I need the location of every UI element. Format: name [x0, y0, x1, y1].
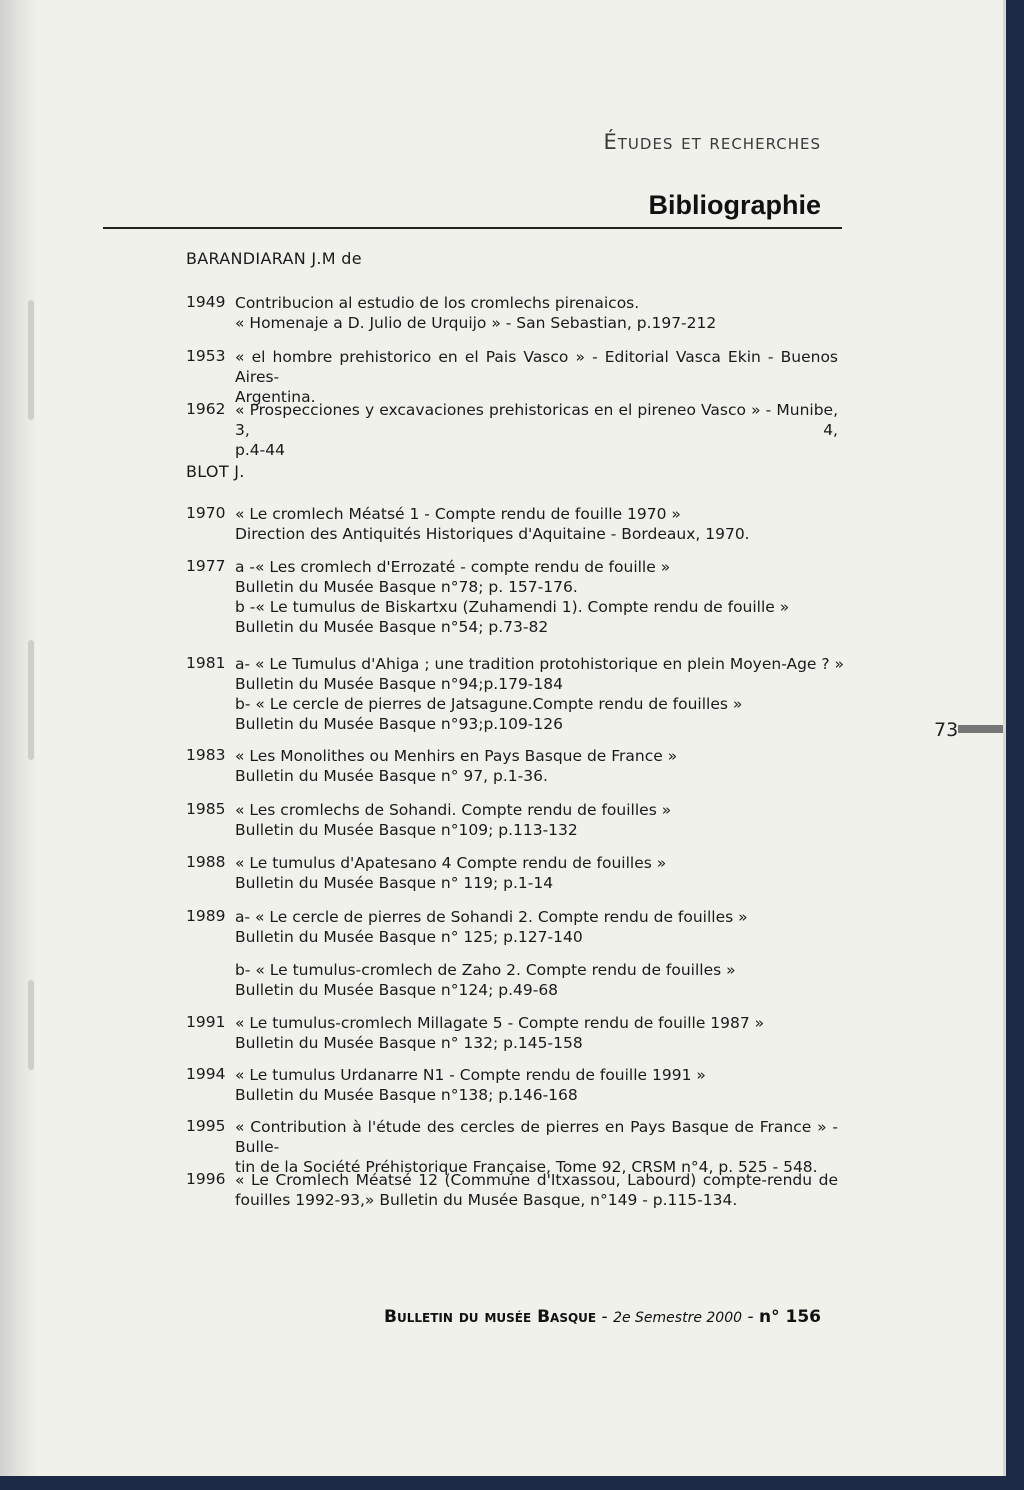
entry-year: 1988	[186, 853, 226, 871]
binding-stitch	[28, 980, 34, 1070]
author-heading: BARANDIARAN J.M de	[186, 249, 362, 268]
reference-line: Bulletin du Musée Basque n°124; p.49-68	[235, 981, 559, 999]
footer-issue: 2e Semestre 2000	[613, 1310, 743, 1326]
title-rule	[103, 227, 842, 229]
reference-line: Bulletin du Musée Basque n°93;p.109-126	[235, 715, 563, 733]
entry-year: 1983	[186, 746, 226, 764]
reference-line: Bulletin du Musée Basque n° 125; p.127-140	[235, 928, 583, 946]
reference-line: Contribucion al estudio de los cromlechs pirenaicos.	[235, 294, 640, 312]
footer-publication: Bulletin du musée Basque	[384, 1307, 597, 1327]
entry-reference	[235, 960, 838, 1000]
reference-line: « Le tumulus Urdanarre N1 - Compte rendu de fouille 1991 »	[235, 1066, 706, 1084]
entry-reference	[235, 1013, 838, 1053]
page-number: 73	[934, 719, 959, 741]
reference-line: « Les cromlechs de Sohandi. Compte rendu de fouilles »	[235, 801, 672, 819]
reference-line: Bulletin du Musée Basque n°138; p.146-168	[235, 1086, 578, 1104]
reference-line: « Le Cromlech Méatsé 12 (Commune d'Itxassou, Labourd) compte-rendu de	[235, 1171, 838, 1189]
entry-reference	[235, 907, 838, 947]
reference-line: Bulletin du Musée Basque n°109; p.113-132	[235, 821, 578, 839]
reference-line: b -« Le tumulus de Biskartxu (Zuhamendi 1). Compte rendu de fouille »	[235, 598, 790, 616]
reference-line: Bulletin du Musée Basque n°54; p.73-82	[235, 618, 549, 636]
reference-line: tin de la Société Préhistorique Française, Tome 92, CRSM n°4, p. 525 - 548.	[235, 1158, 818, 1176]
reference-line: « Les Monolithes ou Menhirs en Pays Basque de France »	[235, 747, 678, 765]
reference-line: Direction des Antiquités Historiques d'Aquitaine - Bordeaux, 1970.	[235, 525, 750, 543]
reference-line: Argentina.	[235, 388, 316, 406]
entry-year: 1981	[186, 654, 226, 672]
reference-line: « Contribution à l'étude des cercles de pierres en Pays Basque de France » - Bulle-	[235, 1118, 838, 1156]
entry-reference	[235, 800, 838, 840]
reference-line: « Le cromlech Méatsé 1 - Compte rendu de fouille 1970 »	[235, 505, 681, 523]
entry-reference	[235, 1065, 838, 1105]
footer-number: n° 156	[758, 1307, 821, 1327]
reference-line: Bulletin du Musée Basque n° 132; p.145-158	[235, 1034, 583, 1052]
entry-reference	[235, 746, 838, 786]
reference-line: a- « Le Tumulus d'Ahiga ; une tradition protohistorique en plein Moyen-Age ? »	[235, 655, 845, 673]
reference-line: p.4-44	[235, 441, 285, 459]
entry-year: 1989	[186, 907, 226, 925]
reference-line: b- « Le tumulus-cromlech de Zaho 2. Compte rendu de fouilles »	[235, 961, 736, 979]
entry-reference	[235, 557, 838, 637]
reference-line: Bulletin du Musée Basque n°94;p.179-184	[235, 675, 563, 693]
entry-year: 1994	[186, 1065, 226, 1083]
entry-year: 1991	[186, 1013, 226, 1031]
entry-reference	[235, 347, 838, 407]
reference-line: Bulletin du Musée Basque n° 119; p.1-14	[235, 874, 554, 892]
reference-line: « Homenaje a D. Julio de Urquijo » - San Sebastian, p.197-212	[235, 314, 717, 332]
page-tab-marker	[958, 725, 1003, 733]
entry-year: 1970	[186, 504, 226, 522]
entry-year: 1953	[186, 347, 226, 365]
reference-line: a- « Le cercle de pierres de Sohandi 2. Compte rendu de fouilles »	[235, 908, 748, 926]
entry-year: 1977	[186, 557, 226, 575]
page-title: Bibliographie	[648, 190, 821, 220]
entry-reference	[235, 654, 845, 734]
entry-reference	[235, 504, 838, 544]
page-footer: Bulletin du musée Basque - 2e Semestre 2000 - n° 156	[384, 1307, 821, 1327]
entry-year: 1985	[186, 800, 226, 818]
entry-reference	[235, 293, 838, 333]
entry-year: 1962	[186, 400, 226, 418]
reference-line: fouilles 1992-93,» Bulletin du Musée Basque, n°149 - p.115-134.	[235, 1191, 738, 1209]
binding-stitch	[28, 300, 34, 420]
entry-reference	[235, 1170, 838, 1210]
reference-line: Bulletin du Musée Basque n° 97, p.1-36.	[235, 767, 548, 785]
entry-reference	[235, 400, 838, 460]
reference-line: « el hombre prehistorico en el Pais Vasco » - Editorial Vasca Ekin - Buenos Aires-	[235, 348, 838, 386]
reference-line: b- « Le cercle de pierres de Jatsagune.Compte rendu de fouilles »	[235, 695, 743, 713]
entry-year: 1996	[186, 1170, 226, 1188]
binding-stitch	[28, 640, 34, 760]
reference-line: a -« Les cromlech d'Errozaté - compte rendu de fouille »	[235, 558, 671, 576]
reference-line: « Le tumulus-cromlech Millagate 5 - Compte rendu de fouille 1987 »	[235, 1014, 765, 1032]
author-heading: BLOT J.	[186, 462, 245, 481]
reference-line: « Prospecciones y excavaciones prehistoricas en el pireneo Vasco » - Munibe, 3, 4,	[235, 401, 838, 439]
entry-reference	[235, 853, 838, 893]
entry-year: 1995	[186, 1117, 226, 1135]
section-heading: Études et recherches	[603, 130, 821, 154]
entry-reference	[235, 1117, 838, 1177]
reference-line: « Le tumulus d'Apatesano 4 Compte rendu de fouilles »	[235, 854, 667, 872]
entry-year: 1949	[186, 293, 226, 311]
reference-line: Bulletin du Musée Basque n°78; p. 157-176.	[235, 578, 578, 596]
